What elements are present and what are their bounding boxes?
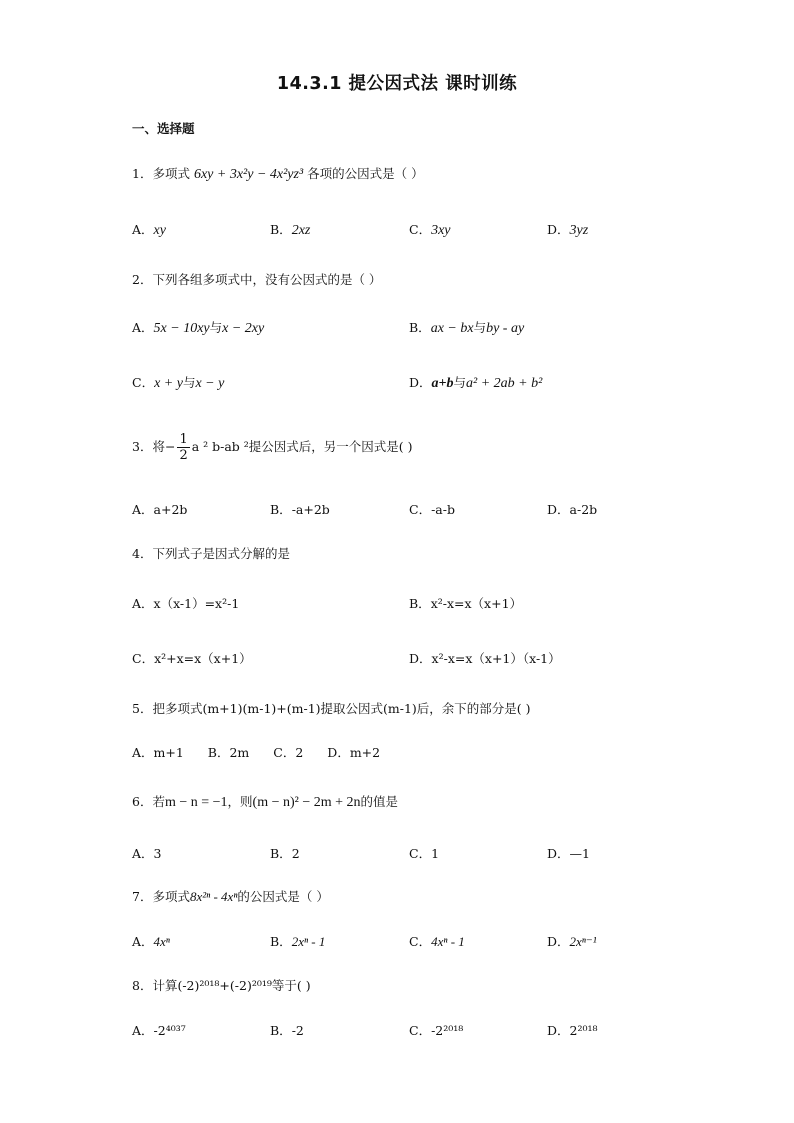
option-d: D．a-2b <box>547 502 598 517</box>
option-c: C．x²+x=x（x+1） <box>132 651 252 666</box>
section-heading: 一、选择题 <box>132 121 195 136</box>
option-b: B．-a+2b <box>270 502 330 517</box>
option-d: D．x²-x=x（x+1）（x-1） <box>409 651 561 666</box>
option-a: A．3 <box>132 846 162 861</box>
option-b: B．2xⁿ - 1 <box>270 934 326 949</box>
question-formula: 8x²ⁿ - 4xⁿ <box>189 889 238 904</box>
option-c: C．-a-b <box>409 502 455 517</box>
option-c: C．x + y与x − y <box>132 375 225 391</box>
option-a: A．5x − 10xy与x − 2xy <box>132 320 265 336</box>
option-b: B．2 <box>270 846 300 861</box>
option-b: B．x²-x=x（x+1） <box>409 596 523 611</box>
option-a: A．xy <box>132 222 166 238</box>
option-d: D．2²⁰¹⁸ <box>547 1023 598 1038</box>
question-formula: 6xy + 3x²y − 4x²yz³ <box>193 167 304 182</box>
question-text: 各项的公因式是（ ） <box>307 166 424 181</box>
option-c: C．2 <box>273 745 304 760</box>
options-row <box>132 743 400 761</box>
option-b: B．ax − bx与by - ay <box>409 320 525 336</box>
option-b: B．2xz <box>270 222 311 238</box>
option-d: D．a+b与a² + 2ab + b² <box>409 375 543 391</box>
question-3: 3．将− $\frac{1}{2}$ a ² b-ab ²提公因式后，另一个因式是( ) <box>132 432 413 463</box>
option-d: D．m+2 <box>327 745 381 760</box>
question-formula: (m − n)² − 2m + 2n <box>252 795 361 810</box>
option-b: B．2m <box>207 745 250 760</box>
option-d: D．3yz <box>547 222 589 238</box>
option-b: B．-2 <box>270 1023 304 1038</box>
option-c: C．3xy <box>409 222 451 238</box>
option-a: A．m+1 <box>132 745 184 760</box>
question-7: 7．多项式8x²ⁿ - 4xⁿ的公因式是（ ） <box>132 889 329 904</box>
question-formula: m − n = −1 <box>164 795 228 810</box>
page-title: 14.3.1 提公因式法 课时训练 <box>276 74 518 94</box>
fraction: $\frac{1}{2}$ <box>179 432 188 463</box>
question-2: 2．下列各组多项式中，没有公因式的是（ ） <box>132 272 382 287</box>
question-1 <box>132 164 424 183</box>
question-8: 8．计算(-2)²⁰¹⁸+(-2)²⁰¹⁹等于( ) <box>132 978 311 993</box>
question-number: 1．多项式 <box>132 166 190 181</box>
option-d: D．—1 <box>547 846 590 861</box>
question-4: 4．下列式子是因式分解的是 <box>132 546 290 561</box>
option-a: A．a+2b <box>132 502 188 517</box>
question-6: 6．若m − n = −1，则(m − n)² − 2m + 2n的值是 <box>132 794 399 810</box>
option-a: A．-2⁴⁰³⁷ <box>132 1023 186 1038</box>
option-c: C．-2²⁰¹⁸ <box>409 1023 464 1038</box>
option-c: C．4xⁿ - 1 <box>409 934 465 949</box>
option-a: A．4xⁿ <box>132 934 170 949</box>
option-d: D．2xⁿ⁻¹ <box>547 934 597 949</box>
option-c: C．1 <box>409 846 440 861</box>
option-a: A．x（x-1）=x²-1 <box>132 596 240 611</box>
question-5: 5．把多项式(m+1)(m-1)+(m-1)提取公因式(m-1)后，余下的部分是( ) <box>132 701 531 716</box>
